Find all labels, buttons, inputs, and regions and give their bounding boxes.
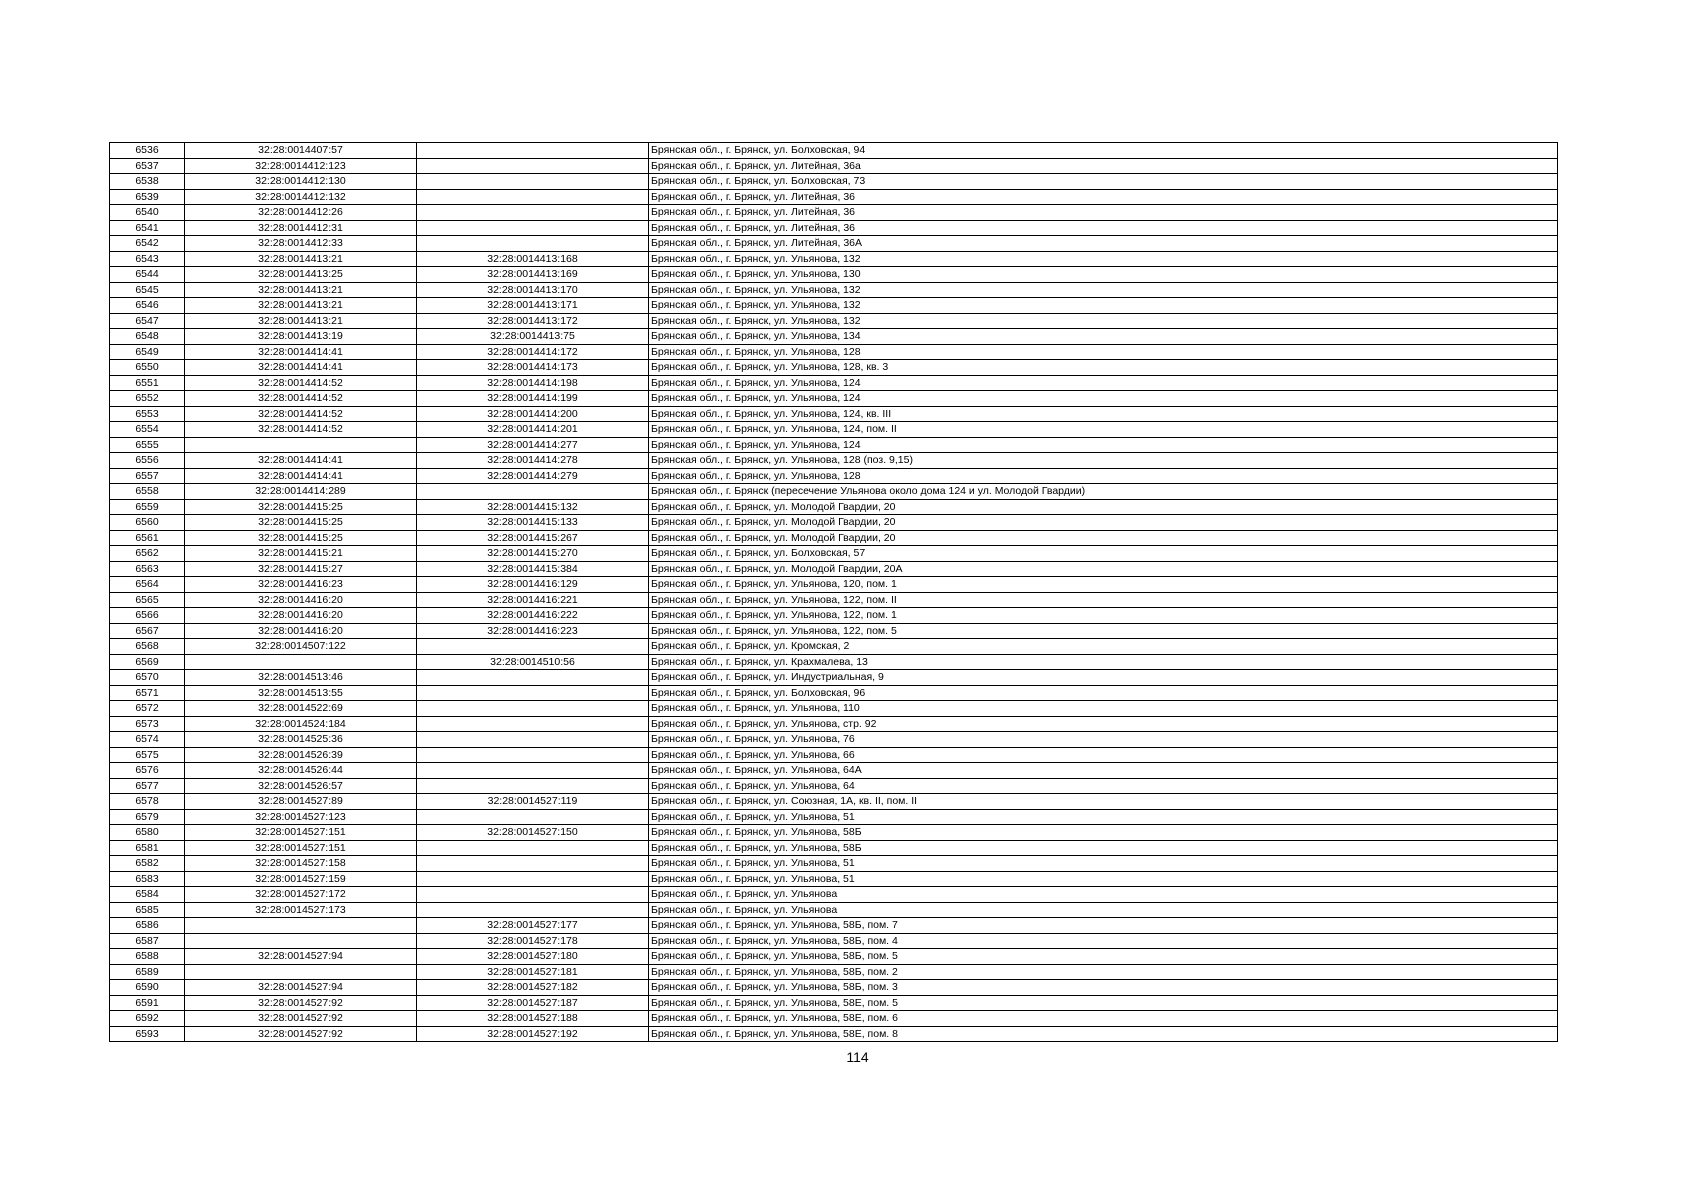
row-number-cell: 6556 [110, 453, 185, 469]
row-number-cell: 6560 [110, 515, 185, 531]
row-number-cell: 6548 [110, 329, 185, 345]
table-row [110, 484, 1558, 500]
address-cell: Брянская обл., г. Брянск, ул. Ульянова, 130 [649, 267, 1558, 283]
address-cell: Брянская обл., г. Брянск, ул. Литейная, 36 [649, 205, 1558, 221]
table-row [110, 267, 1558, 283]
row-number-cell: 6577 [110, 778, 185, 794]
object-cadastral-number-cell: 32:28:0014415:133 [417, 515, 649, 531]
address-cell: Брянская обл., г. Брянск, ул. Ульянова, 51 [649, 809, 1558, 825]
table-row [110, 654, 1558, 670]
row-number-cell: 6576 [110, 763, 185, 779]
row-number-cell: 6571 [110, 685, 185, 701]
object-cadastral-number-cell: 32:28:0014414:277 [417, 437, 649, 453]
object-cadastral-number-cell: 32:28:0014413:169 [417, 267, 649, 283]
object-cadastral-number-cell [417, 763, 649, 779]
row-number-cell: 6589 [110, 964, 185, 980]
table-row [110, 902, 1558, 918]
table-row [110, 592, 1558, 608]
row-number-cell: 6541 [110, 220, 185, 236]
cadastral-number-cell: 32:28:0014416:20 [185, 608, 417, 624]
registry-table-body [110, 143, 1558, 1042]
address-cell: Брянская обл., г. Брянск, ул. Литейная, 36А [649, 236, 1558, 252]
row-number-cell: 6536 [110, 143, 185, 159]
table-row [110, 561, 1558, 577]
table-row [110, 174, 1558, 190]
row-number-cell: 6545 [110, 282, 185, 298]
cadastral-number-cell: 32:28:0014412:26 [185, 205, 417, 221]
row-number-cell: 6585 [110, 902, 185, 918]
cadastral-number-cell: 32:28:0014415:25 [185, 499, 417, 515]
object-cadastral-number-cell: 32:28:0014415:384 [417, 561, 649, 577]
cadastral-number-cell: 32:28:0014527:159 [185, 871, 417, 887]
table-row [110, 499, 1558, 515]
row-number-cell: 6574 [110, 732, 185, 748]
address-cell: Брянская обл., г. Брянск, ул. Ульянова, 124, кв. III [649, 406, 1558, 422]
cadastral-number-cell: 32:28:0014414:289 [185, 484, 417, 500]
object-cadastral-number-cell: 32:28:0014413:172 [417, 313, 649, 329]
cadastral-number-cell: 32:28:0014507:122 [185, 639, 417, 655]
address-cell: Брянская обл., г. Брянск, ул. Крахмалева, 13 [649, 654, 1558, 670]
row-number-cell: 6580 [110, 825, 185, 841]
cadastral-number-cell: 32:28:0014527:158 [185, 856, 417, 872]
cadastral-number-cell: 32:28:0014414:52 [185, 422, 417, 438]
table-row [110, 670, 1558, 686]
address-cell: Брянская обл., г. Брянск, ул. Болховская, 94 [649, 143, 1558, 159]
cadastral-number-cell: 32:28:0014415:21 [185, 546, 417, 562]
row-number-cell: 6547 [110, 313, 185, 329]
table-row [110, 515, 1558, 531]
table-row [110, 360, 1558, 376]
row-number-cell: 6555 [110, 437, 185, 453]
cadastral-number-cell: 32:28:0014412:33 [185, 236, 417, 252]
cadastral-number-cell: 32:28:0014413:25 [185, 267, 417, 283]
table-row [110, 763, 1558, 779]
object-cadastral-number-cell: 32:28:0014415:270 [417, 546, 649, 562]
address-cell: Брянская обл., г. Брянск, ул. Ульянова, 51 [649, 856, 1558, 872]
address-cell: Брянская обл., г. Брянск, ул. Ульянова, 58Б, пом. 7 [649, 918, 1558, 934]
table-row [110, 189, 1558, 205]
row-number-cell: 6582 [110, 856, 185, 872]
object-cadastral-number-cell [417, 189, 649, 205]
object-cadastral-number-cell: 32:28:0014527:177 [417, 918, 649, 934]
object-cadastral-number-cell: 32:28:0014527:119 [417, 794, 649, 810]
table-row [110, 887, 1558, 903]
row-number-cell: 6539 [110, 189, 185, 205]
object-cadastral-number-cell: 32:28:0014414:173 [417, 360, 649, 376]
table-row [110, 251, 1558, 267]
address-cell: Брянская обл., г. Брянск, ул. Ульянова, 58Б [649, 840, 1558, 856]
table-row [110, 747, 1558, 763]
cadastral-number-cell [185, 933, 417, 949]
table-row [110, 608, 1558, 624]
row-number-cell: 6561 [110, 530, 185, 546]
cadastral-number-cell: 32:28:0014414:41 [185, 468, 417, 484]
object-cadastral-number-cell [417, 902, 649, 918]
table-row [110, 980, 1558, 996]
row-number-cell: 6537 [110, 158, 185, 174]
cadastral-number-cell: 32:28:0014416:20 [185, 623, 417, 639]
row-number-cell: 6592 [110, 1011, 185, 1027]
table-row [110, 639, 1558, 655]
object-cadastral-number-cell: 32:28:0014527:178 [417, 933, 649, 949]
cadastral-number-cell: 32:28:0014413:21 [185, 251, 417, 267]
cadastral-number-cell: 32:28:0014414:52 [185, 406, 417, 422]
object-cadastral-number-cell: 32:28:0014414:279 [417, 468, 649, 484]
row-number-cell: 6554 [110, 422, 185, 438]
cadastral-number-cell: 32:28:0014525:36 [185, 732, 417, 748]
object-cadastral-number-cell: 32:28:0014414:200 [417, 406, 649, 422]
table-row [110, 856, 1558, 872]
table-row [110, 918, 1558, 934]
row-number-cell: 6567 [110, 623, 185, 639]
row-number-cell: 6572 [110, 701, 185, 717]
row-number-cell: 6566 [110, 608, 185, 624]
table-row [110, 236, 1558, 252]
table-row [110, 468, 1558, 484]
cadastral-number-cell: 32:28:0014527:172 [185, 887, 417, 903]
cadastral-number-cell: 32:28:0014527:173 [185, 902, 417, 918]
address-cell: Брянская обл., г. Брянск, ул. Кромская, 2 [649, 639, 1558, 655]
address-cell: Брянская обл., г. Брянск, ул. Ульянова, 128 (поз. 9,15) [649, 453, 1558, 469]
object-cadastral-number-cell [417, 732, 649, 748]
page-number: 114 [846, 1049, 869, 1065]
cadastral-number-cell: 32:28:0014526:57 [185, 778, 417, 794]
table-row [110, 794, 1558, 810]
table-row [110, 809, 1558, 825]
row-number-cell: 6579 [110, 809, 185, 825]
object-cadastral-number-cell: 32:28:0014527:181 [417, 964, 649, 980]
object-cadastral-number-cell [417, 670, 649, 686]
address-cell: Брянская обл., г. Брянск, ул. Ульянова, 58Б [649, 825, 1558, 841]
object-cadastral-number-cell: 32:28:0014415:267 [417, 530, 649, 546]
cadastral-number-cell: 32:28:0014527:123 [185, 809, 417, 825]
table-row [110, 453, 1558, 469]
address-cell: Брянская обл., г. Брянск, ул. Литейная, 36а [649, 158, 1558, 174]
table-row [110, 871, 1558, 887]
address-cell: Брянская обл., г. Брянск, ул. Ульянова, 58Б, пом. 5 [649, 949, 1558, 965]
row-number-cell: 6590 [110, 980, 185, 996]
row-number-cell: 6542 [110, 236, 185, 252]
cadastral-number-cell: 32:28:0014513:46 [185, 670, 417, 686]
row-number-cell: 6578 [110, 794, 185, 810]
address-cell: Брянская обл., г. Брянск, ул. Ульянова, 58Б, пом. 2 [649, 964, 1558, 980]
cadastral-number-cell: 32:28:0014527:151 [185, 840, 417, 856]
row-number-cell: 6544 [110, 267, 185, 283]
table-row [110, 329, 1558, 345]
cadastral-number-cell: 32:28:0014414:52 [185, 375, 417, 391]
address-cell: Брянская обл., г. Брянск, ул. Ульянова, 124 [649, 437, 1558, 453]
address-cell: Брянская обл., г. Брянск, ул. Индустриальная, 9 [649, 670, 1558, 686]
cadastral-number-cell: 32:28:0014524:184 [185, 716, 417, 732]
row-number-cell: 6550 [110, 360, 185, 376]
cadastral-number-cell: 32:28:0014414:41 [185, 344, 417, 360]
table-row [110, 422, 1558, 438]
table-row [110, 933, 1558, 949]
address-cell: Брянская обл., г. Брянск, ул. Ульянова, 120, пом. 1 [649, 577, 1558, 593]
row-number-cell: 6538 [110, 174, 185, 190]
object-cadastral-number-cell [417, 809, 649, 825]
table-row [110, 964, 1558, 980]
table-row [110, 701, 1558, 717]
table-row [110, 344, 1558, 360]
table-row [110, 685, 1558, 701]
cadastral-number-cell: 32:28:0014412:123 [185, 158, 417, 174]
cadastral-number-cell: 32:28:0014414:41 [185, 360, 417, 376]
table-row [110, 205, 1558, 221]
cadastral-number-cell [185, 964, 417, 980]
address-cell: Брянская обл., г. Брянск, ул. Ульянова, стр. 92 [649, 716, 1558, 732]
object-cadastral-number-cell [417, 871, 649, 887]
row-number-cell: 6569 [110, 654, 185, 670]
address-cell: Брянская обл., г. Брянск, ул. Молодой Гвардии, 20А [649, 561, 1558, 577]
table-row [110, 995, 1558, 1011]
cadastral-number-cell: 32:28:0014407:57 [185, 143, 417, 159]
address-cell: Брянская обл., г. Брянск, ул. Ульянова, 128, кв. 3 [649, 360, 1558, 376]
object-cadastral-number-cell [417, 220, 649, 236]
cadastral-number-cell: 32:28:0014414:52 [185, 391, 417, 407]
row-number-cell: 6565 [110, 592, 185, 608]
table-row [110, 732, 1558, 748]
row-number-cell: 6581 [110, 840, 185, 856]
address-cell: Брянская обл., г. Брянск (пересечение Ульянова около дома 124 и ул. Молодой Гвардии) [649, 484, 1558, 500]
address-cell: Брянская обл., г. Брянск, ул. Ульянова, 122, пом. 5 [649, 623, 1558, 639]
row-number-cell: 6562 [110, 546, 185, 562]
row-number-cell: 6583 [110, 871, 185, 887]
cadastral-number-cell: 32:28:0014412:130 [185, 174, 417, 190]
address-cell: Брянская обл., г. Брянск, ул. Ульянова, 128 [649, 468, 1558, 484]
table-row [110, 1026, 1558, 1042]
cadastral-number-cell: 32:28:0014526:44 [185, 763, 417, 779]
object-cadastral-number-cell [417, 701, 649, 717]
row-number-cell: 6568 [110, 639, 185, 655]
table-row [110, 623, 1558, 639]
cadastral-number-cell: 32:28:0014412:31 [185, 220, 417, 236]
cadastral-number-cell: 32:28:0014527:92 [185, 995, 417, 1011]
object-cadastral-number-cell: 32:28:0014414:199 [417, 391, 649, 407]
object-cadastral-number-cell [417, 205, 649, 221]
object-cadastral-number-cell [417, 236, 649, 252]
address-cell: Брянская обл., г. Брянск, ул. Ульянова, 124 [649, 375, 1558, 391]
table-row [110, 391, 1558, 407]
object-cadastral-number-cell: 32:28:0014416:221 [417, 592, 649, 608]
cadastral-number-cell [185, 437, 417, 453]
address-cell: Брянская обл., г. Брянск, ул. Ульянова, 124 [649, 391, 1558, 407]
cadastral-number-cell: 32:28:0014413:19 [185, 329, 417, 345]
object-cadastral-number-cell: 32:28:0014414:201 [417, 422, 649, 438]
object-cadastral-number-cell [417, 143, 649, 159]
address-cell: Брянская обл., г. Брянск, ул. Ульянова, 58Б, пом. 4 [649, 933, 1558, 949]
cadastral-number-cell: 32:28:0014413:21 [185, 313, 417, 329]
object-cadastral-number-cell [417, 716, 649, 732]
table-row [110, 825, 1558, 841]
cadastral-number-cell: 32:28:0014413:21 [185, 282, 417, 298]
row-number-cell: 6559 [110, 499, 185, 515]
address-cell: Брянская обл., г. Брянск, ул. Ульянова, 132 [649, 298, 1558, 314]
object-cadastral-number-cell [417, 158, 649, 174]
table-row [110, 220, 1558, 236]
cadastral-number-cell: 32:28:0014527:151 [185, 825, 417, 841]
row-number-cell: 6540 [110, 205, 185, 221]
cadastral-number-cell: 32:28:0014527:92 [185, 1011, 417, 1027]
address-cell: Брянская обл., г. Брянск, ул. Ульянова, 66 [649, 747, 1558, 763]
address-cell: Брянская обл., г. Брянск, ул. Ульянова, 134 [649, 329, 1558, 345]
address-cell: Брянская обл., г. Брянск, ул. Молодой Гвардии, 20 [649, 499, 1558, 515]
address-cell: Брянская обл., г. Брянск, ул. Ульянова, 132 [649, 313, 1558, 329]
cadastral-number-cell: 32:28:0014416:23 [185, 577, 417, 593]
address-cell: Брянская обл., г. Брянск, ул. Ульянова, 124, пом. II [649, 422, 1558, 438]
row-number-cell: 6573 [110, 716, 185, 732]
table-row [110, 949, 1558, 965]
row-number-cell: 6551 [110, 375, 185, 391]
address-cell: Брянская обл., г. Брянск, ул. Болховская, 57 [649, 546, 1558, 562]
object-cadastral-number-cell: 32:28:0014414:198 [417, 375, 649, 391]
object-cadastral-number-cell: 32:28:0014413:170 [417, 282, 649, 298]
address-cell: Брянская обл., г. Брянск, ул. Ульянова, 122, пом. II [649, 592, 1558, 608]
object-cadastral-number-cell [417, 174, 649, 190]
object-cadastral-number-cell [417, 778, 649, 794]
row-number-cell: 6593 [110, 1026, 185, 1042]
table-row [110, 158, 1558, 174]
table-row [110, 716, 1558, 732]
row-number-cell: 6546 [110, 298, 185, 314]
object-cadastral-number-cell: 32:28:0014413:171 [417, 298, 649, 314]
object-cadastral-number-cell: 32:28:0014415:132 [417, 499, 649, 515]
cadastral-number-cell: 32:28:0014415:25 [185, 530, 417, 546]
address-cell: Брянская обл., г. Брянск, ул. Ульянова [649, 902, 1558, 918]
table-row [110, 577, 1558, 593]
address-cell: Брянская обл., г. Брянск, ул. Литейная, 36 [649, 220, 1558, 236]
object-cadastral-number-cell: 32:28:0014414:278 [417, 453, 649, 469]
address-cell: Брянская обл., г. Брянск, ул. Ульянова, 58Б, пом. 3 [649, 980, 1558, 996]
address-cell: Брянская обл., г. Брянск, ул. Ульянова, 128 [649, 344, 1558, 360]
object-cadastral-number-cell: 32:28:0014416:223 [417, 623, 649, 639]
row-number-cell: 6570 [110, 670, 185, 686]
cadastral-number-cell [185, 918, 417, 934]
table-row [110, 406, 1558, 422]
table-row [110, 840, 1558, 856]
object-cadastral-number-cell [417, 484, 649, 500]
address-cell: Брянская обл., г. Брянск, ул. Болховская, 73 [649, 174, 1558, 190]
cadastral-number-cell: 32:28:0014412:132 [185, 189, 417, 205]
table-row [110, 530, 1558, 546]
object-cadastral-number-cell: 32:28:0014510:56 [417, 654, 649, 670]
address-cell: Брянская обл., г. Брянск, ул. Болховская, 96 [649, 685, 1558, 701]
table-row [110, 143, 1558, 159]
row-number-cell: 6584 [110, 887, 185, 903]
cadastral-number-cell: 32:28:0014413:21 [185, 298, 417, 314]
cadastral-number-cell: 32:28:0014415:27 [185, 561, 417, 577]
object-cadastral-number-cell: 32:28:0014527:180 [417, 949, 649, 965]
address-cell: Брянская обл., г. Брянск, ул. Ульянова, 64А [649, 763, 1558, 779]
table-row [110, 282, 1558, 298]
row-number-cell: 6558 [110, 484, 185, 500]
object-cadastral-number-cell: 32:28:0014527:187 [417, 995, 649, 1011]
cadastral-number-cell: 32:28:0014513:55 [185, 685, 417, 701]
cadastral-number-cell: 32:28:0014526:39 [185, 747, 417, 763]
object-cadastral-number-cell: 32:28:0014416:129 [417, 577, 649, 593]
address-cell: Брянская обл., г. Брянск, ул. Ульянова, 110 [649, 701, 1558, 717]
table-row [110, 437, 1558, 453]
cadastral-number-cell: 32:28:0014527:94 [185, 949, 417, 965]
cadastral-number-cell: 32:28:0014522:69 [185, 701, 417, 717]
address-cell: Брянская обл., г. Брянск, ул. Ульянова, 51 [649, 871, 1558, 887]
object-cadastral-number-cell: 32:28:0014527:182 [417, 980, 649, 996]
address-cell: Брянская обл., г. Брянск, ул. Молодой Гвардии, 20 [649, 530, 1558, 546]
cadastral-number-cell: 32:28:0014416:20 [185, 592, 417, 608]
address-cell: Брянская обл., г. Брянск, ул. Ульянова [649, 887, 1558, 903]
object-cadastral-number-cell: 32:28:0014527:150 [417, 825, 649, 841]
registry-table [109, 142, 1558, 1042]
row-number-cell: 6564 [110, 577, 185, 593]
table-row [110, 298, 1558, 314]
address-cell: Брянская обл., г. Брянск, ул. Ульянова, 58Е, пом. 5 [649, 995, 1558, 1011]
table-row [110, 546, 1558, 562]
cadastral-number-cell: 32:28:0014414:41 [185, 453, 417, 469]
object-cadastral-number-cell: 32:28:0014414:172 [417, 344, 649, 360]
row-number-cell: 6553 [110, 406, 185, 422]
object-cadastral-number-cell [417, 639, 649, 655]
row-number-cell: 6543 [110, 251, 185, 267]
address-cell: Брянская обл., г. Брянск, ул. Литейная, 36 [649, 189, 1558, 205]
object-cadastral-number-cell: 32:28:0014527:192 [417, 1026, 649, 1042]
address-cell: Брянская обл., г. Брянск, ул. Союзная, 1А, кв. II, пом. II [649, 794, 1558, 810]
row-number-cell: 6587 [110, 933, 185, 949]
row-number-cell: 6575 [110, 747, 185, 763]
object-cadastral-number-cell [417, 747, 649, 763]
row-number-cell: 6586 [110, 918, 185, 934]
object-cadastral-number-cell: 32:28:0014416:222 [417, 608, 649, 624]
row-number-cell: 6552 [110, 391, 185, 407]
cadastral-number-cell: 32:28:0014527:92 [185, 1026, 417, 1042]
address-cell: Брянская обл., г. Брянск, ул. Ульянова, 132 [649, 282, 1558, 298]
row-number-cell: 6588 [110, 949, 185, 965]
address-cell: Брянская обл., г. Брянск, ул. Ульянова, 64 [649, 778, 1558, 794]
object-cadastral-number-cell [417, 887, 649, 903]
row-number-cell: 6563 [110, 561, 185, 577]
object-cadastral-number-cell: 32:28:0014413:75 [417, 329, 649, 345]
address-cell: Брянская обл., г. Брянск, ул. Ульянова, 122, пом. 1 [649, 608, 1558, 624]
address-cell: Брянская обл., г. Брянск, ул. Молодой Гвардии, 20 [649, 515, 1558, 531]
object-cadastral-number-cell [417, 856, 649, 872]
row-number-cell: 6549 [110, 344, 185, 360]
object-cadastral-number-cell: 32:28:0014413:168 [417, 251, 649, 267]
address-cell: Брянская обл., г. Брянск, ул. Ульянова, 58Е, пом. 6 [649, 1011, 1558, 1027]
cadastral-number-cell: 32:28:0014527:89 [185, 794, 417, 810]
row-number-cell: 6591 [110, 995, 185, 1011]
cadastral-number-cell [185, 654, 417, 670]
row-number-cell: 6557 [110, 468, 185, 484]
address-cell: Брянская обл., г. Брянск, ул. Ульянова, 58Е, пом. 8 [649, 1026, 1558, 1042]
object-cadastral-number-cell: 32:28:0014527:188 [417, 1011, 649, 1027]
object-cadastral-number-cell [417, 840, 649, 856]
table-row [110, 313, 1558, 329]
address-cell: Брянская обл., г. Брянск, ул. Ульянова, 76 [649, 732, 1558, 748]
object-cadastral-number-cell [417, 685, 649, 701]
cadastral-number-cell: 32:28:0014415:25 [185, 515, 417, 531]
cadastral-number-cell: 32:28:0014527:94 [185, 980, 417, 996]
table-row [110, 778, 1558, 794]
address-cell: Брянская обл., г. Брянск, ул. Ульянова, 132 [649, 251, 1558, 267]
table-row [110, 375, 1558, 391]
table-row [110, 1011, 1558, 1027]
